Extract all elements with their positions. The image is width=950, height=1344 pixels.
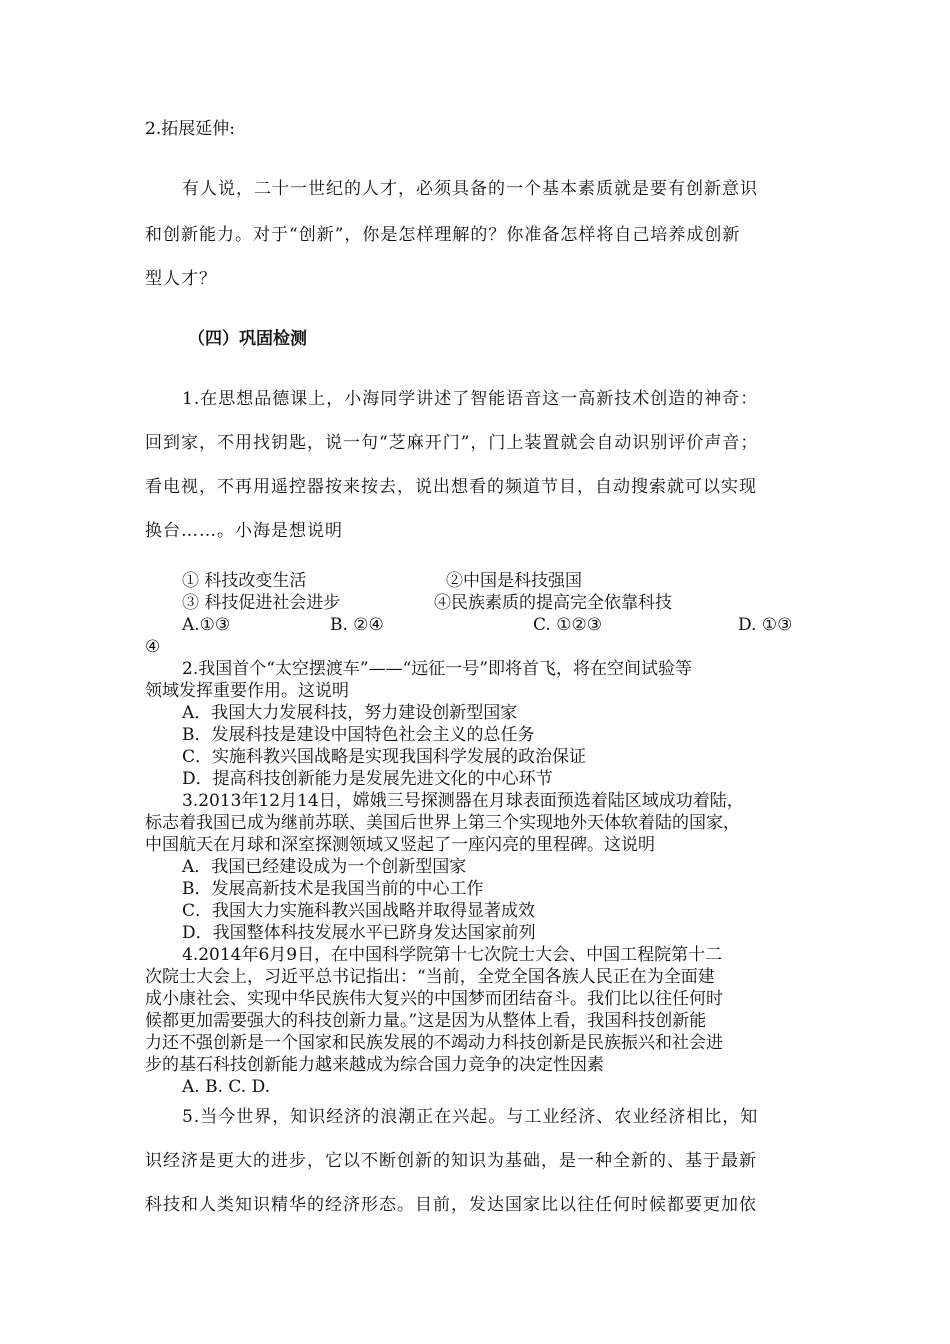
q3-line-3: 中国航天在月球和深室探测领域又竖起了一座闪亮的里程碑。这说明 — [145, 835, 655, 855]
q3-line-1: 3.2013年12月14日，嫦娥三号探测器在月球表面预选着陆区域成功着陆， — [182, 791, 744, 811]
q1-choice-b: B. ②④ — [330, 615, 384, 635]
extension-line-2: 和创新能力。对于“创新”，你是怎样理解的？你准备怎样将自己培养成创新 — [145, 225, 741, 245]
q1-statement-2: ②中国是科技强国 — [446, 571, 582, 591]
extension-line-3: 型人才？ — [145, 269, 217, 289]
q2-option-a: A．我国大力发展科技，努力建设创新型国家 — [182, 703, 518, 723]
q3-option-d: D．我国整体科技发展水平已跻身发达国家前列 — [182, 923, 536, 943]
section-title: （四）巩固检测 — [188, 329, 307, 349]
q1-line-1: 1.在思想品德课上，小海同学讲述了智能语音这一高新技术创造的神奇： — [182, 389, 759, 409]
q5-line-2: 识经济是更大的进步，它以不断创新的知识为基础，是一种全新的、基于最新 — [145, 1151, 757, 1171]
q1-choice-c: C. ①②③ — [533, 615, 602, 635]
q4-options: A. B. C. D. — [182, 1077, 271, 1097]
q2-option-c: C．实施科教兴国战略是实现我国科学发展的政治保证 — [182, 747, 587, 767]
q4-line-6: 步的基石科技创新能力越来越成为综合国力竞争的决定性因素 — [145, 1055, 604, 1075]
q3-option-c: C．我国大力实施科教兴国战略并取得显著成效 — [182, 901, 536, 921]
q3-option-a: A．我国已经建设成为一个创新型国家 — [182, 857, 467, 877]
q1-line-3: 看电视，不再用遥控器按来按去，说出想看的频道节目，自动搜索就可以实现 — [145, 477, 757, 497]
q5-line-3: 科技和人类知识精华的经济形态。目前，发达国家比以往任何时候都要更加依 — [145, 1195, 757, 1215]
q1-statement-3: ③ 科技促进社会进步 — [182, 593, 341, 613]
q1-statement-1: ① 科技改变生活 — [182, 571, 307, 591]
q2-option-d: D．提高科技创新能力是发展先进文化的中心环节 — [182, 769, 553, 789]
q1-line-4: 换台……。小海是想说明 — [145, 521, 343, 541]
q2-option-b: B．发展科技是建设中国特色社会主义的总任务 — [182, 725, 535, 745]
q3-option-b: B．发展高新技术是我国当前的中心工作 — [182, 879, 484, 899]
q1-line-2: 回到家，不用找钥匙，说一句“芝麻开门”，门上装置就会自动识别评价声音； — [145, 433, 759, 453]
q2-line-2: 领域发挥重要作用。这说明 — [145, 681, 349, 701]
extension-heading: 2.拓展延伸: — [145, 119, 235, 139]
q4-line-4: 候都更加需要强大的科技创新力量。”这是因为从整体上看，我国科技创新能 — [145, 1011, 707, 1031]
q3-line-2: 标志着我国已成为继前苏联、美国后世界上第三个实现地外天体软着陆的国家， — [145, 813, 740, 833]
q4-line-5: 力还不强创新是一个国家和民族发展的不竭动力科技创新是民族振兴和社会进 — [145, 1033, 723, 1053]
q2-line-1: 2.我国首个“太空摆渡车”——“远征一号”即将首飞，将在空间试验等 — [182, 659, 692, 679]
q4-line-1: 4.2014年6月9日，在中国科学院第十七次院士大会、中国工程院第十二 — [182, 945, 723, 965]
q1-choice-a: A.①③ — [182, 615, 231, 635]
q1-choice-d: D. ①③ — [738, 615, 793, 635]
q5-line-1: 5.当今世界，知识经济的浪潮正在兴起。与工业经济、农业经济相比，知 — [182, 1107, 759, 1127]
q1-choice-d-wrap: ④ — [145, 637, 161, 657]
q4-line-2: 次院士大会上，习近平总书记指出：“当前，全党全国各族人民正在为全面建 — [145, 967, 715, 987]
extension-line-1: 有人说，二十一世纪的人才，必须具备的一个基本素质就是要有创新意识 — [182, 179, 758, 199]
q4-line-3: 成小康社会、实现中华民族伟大复兴的中国梦而团结奋斗。我们比以往任何时 — [145, 989, 723, 1009]
q1-statement-4: ④民族素质的提高完全依靠科技 — [434, 593, 672, 613]
